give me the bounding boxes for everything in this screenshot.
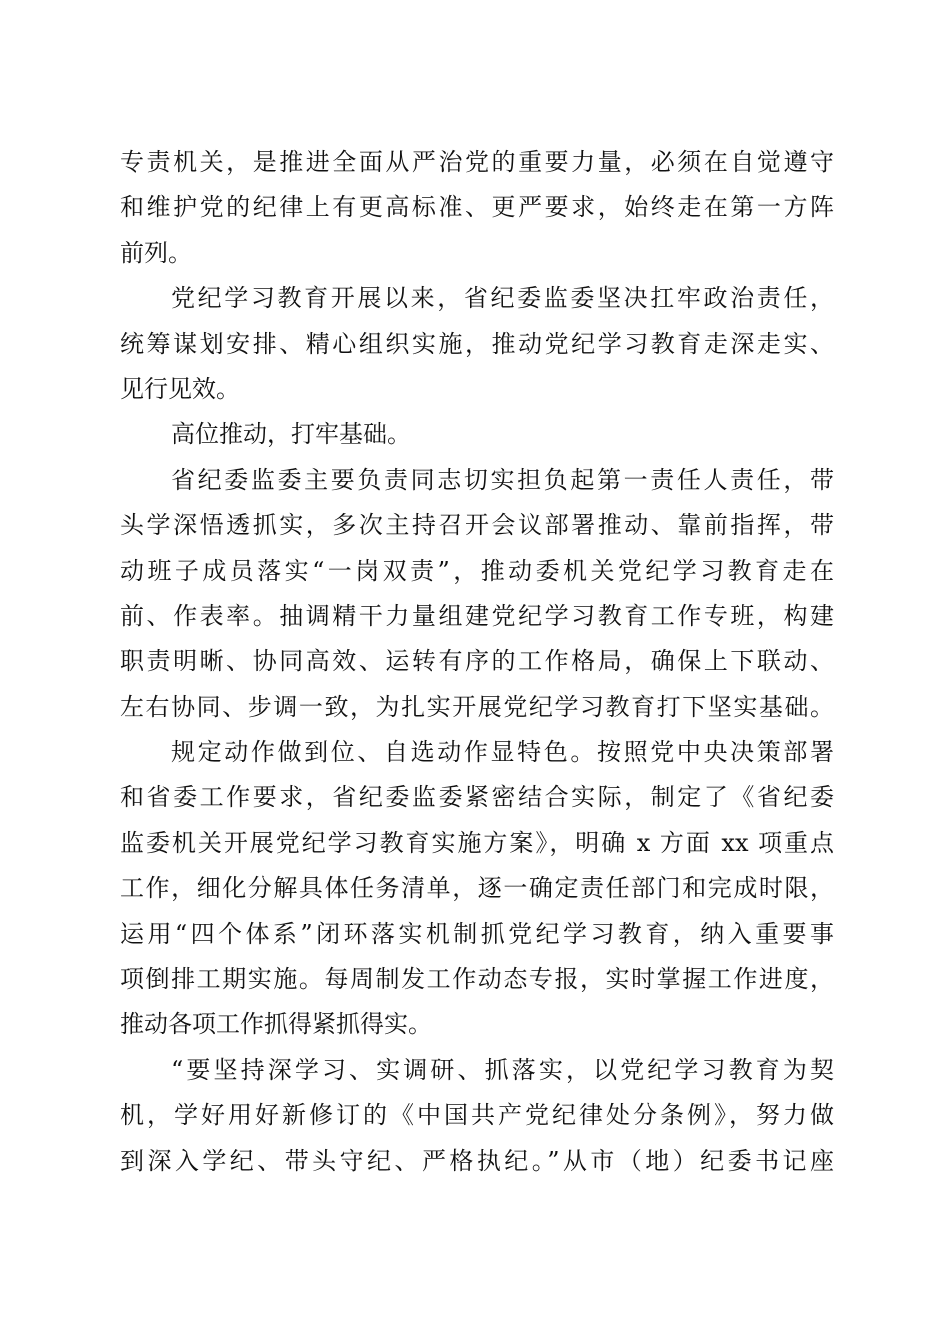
text-line: 省纪委监委主要负责同志切实担负起第一责任人责任，带 [171,465,834,494]
text-line: 运用“四个体系”闭环落实机制抓党纪学习教育，纳入重要事 [120,919,834,948]
paragraph [120,412,834,457]
text-line: 前列。 [120,238,192,267]
text-line: 统筹谋划安排、精心组织实施，推动党纪学习教育走深走实、 [120,329,834,358]
text-line: 高位推动，打牢基础。 [171,420,411,449]
text-line: 项倒排工期实施。每周制发工作动态专报，实时掌握工作进度， [120,965,834,994]
text-line: 规定动作做到位、自选动作显特色。按照党中央决策部署 [171,738,834,767]
text-line: 和维护党的纪律上有更高标准、更严要求，始终走在第一方阵 [120,193,834,222]
text-line: 专责机关，是推进全面从严治党的重要力量，必须在自觉遵守 [120,148,834,176]
text-line: 工作，细化分解具体任务清单，逐一确定责任部门和完成时限， [120,874,834,903]
text-line: 党纪学习教育开展以来，省纪委监委坚决扛牢政治责任， [171,284,834,313]
text-line: 监委机关开展党纪学习教育实施方案》，明确 x 方面 xx 项重点 [120,828,834,857]
text-line: 动班子成员落实“一岗双责”，推动委机关党纪学习教育走在 [120,556,834,585]
text-line: 到深入学纪、带头守纪、严格执纪。”从市（地）纪委书记座 [120,1146,834,1175]
text-line: 和省委工作要求，省纪委监委紧密结合实际，制定了《省纪委 [120,783,834,812]
text-line: 见行见效。 [120,374,240,403]
text-line: “要坚持深学习、实调研、抓落实，以党纪学习教育为契 [171,1055,834,1084]
text-line: 左右协同、步调一致，为扎实开展党纪学习教育打下坚实基础。 [120,692,834,721]
text-line: 职责明晰、协同高效、运转有序的工作格局，确保上下联动、 [120,647,834,676]
text-line: 前、作表率。抽调精干力量组建党纪学习教育工作专班，构建 [120,601,834,630]
text-line: 头学深悟透抓实，多次主持召开会议部署推动、靠前指挥，带 [120,511,834,540]
paragraph [120,276,834,412]
text-line: 机，学好用好新修订的《中国共产党纪律处分条例》，努力做 [120,1101,834,1130]
paragraph [120,730,834,1048]
paragraph [120,1048,834,1184]
paragraph [120,140,834,276]
paragraph [120,458,834,730]
text-line: 推动各项工作抓得紧抓得实。 [120,1010,432,1039]
body-text [120,140,834,1184]
